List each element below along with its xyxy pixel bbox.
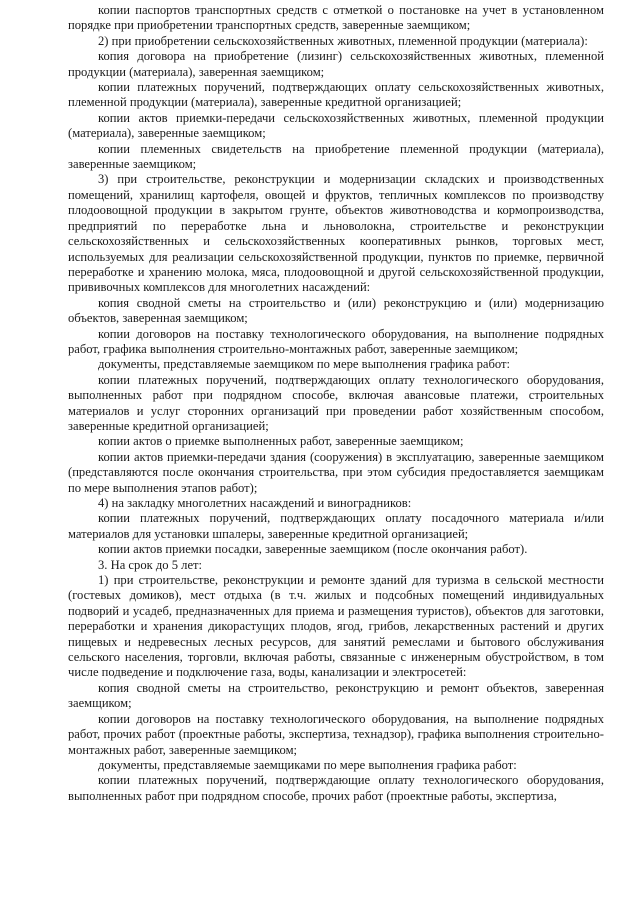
- paragraph-2: 2) при приобретении сельскохозяйственных животных, племенной продукции (материала):: [98, 33, 588, 48]
- paragraph-14: 4) на закладку многолетних насаждений и виноградников:: [98, 496, 412, 510]
- paragraph-18: 1) при строительстве, реконструкции и ремонте зданий для туризма в сельской местности (гостевых домиков), мест отдыха (в т.ч. жилых и подсобных помещений индивидуальных подворий и усадеб, предназначенных для приема и размещения туристов), объектов для заготовки, переработки и хранения дикорастущих плодов, ягод, грибов, лекарственных растений и других пищевых и недревесных лесных ресурсов, для занятий ремеслами и бытового обслуживания сельского населения, торговли, включая работы, связанные с инженерным обустройством, в том числе подведение и подключение газа, воды, канализации и электросетей:: [68, 573, 604, 680]
- paragraph-20: копии договоров на поставку технологического оборудования, на выполнение подрядных работ, прочих работ (проектные работы, экспертиза, технадзор), графика выполнения строительно-монтажных работ, заверенные заемщиком;: [68, 711, 604, 757]
- paragraph-15: копии платежных поручений, подтверждающих оплату посадочного материала и/или материалов для установки шпалеры, заверенные кредитной организацией;: [68, 511, 604, 541]
- paragraph-4: копии платежных поручений, подтверждающих оплату сельскохозяйственных животных, племенной продукции (материала), заверенные кредитной организацией;: [68, 80, 604, 110]
- document-body: [68, 3, 604, 804]
- paragraph-6: копии племенных свидетельств на приобретение племенной продукции (материала), заверенные заемщиком;: [68, 141, 604, 172]
- paragraph-9: копии договоров на поставку технологического оборудования, на выполнение подрядных работ, графика выполнения строительно-монтажных работ, заверенные заемщиком;: [68, 326, 604, 356]
- paragraph-22: копии платежных поручений, подтверждающие оплату технологического оборудования, выполненных работ при подрядном способе, прочих работ (проектные работы, экспертиза,: [68, 773, 604, 803]
- paragraph-17: 3. На срок до 5 лет:: [98, 557, 203, 572]
- paragraph-12: копии актов о приемке выполненных работ, заверенные заемщиком;: [98, 434, 464, 449]
- paragraph-5: копии актов приемки-передачи сельскохозяйственных животных, племенной продукции (материала), заверенные заемщиком;: [68, 110, 604, 141]
- paragraph-10: документы, представляемые заемщиком по мере выполнения графика работ:: [98, 357, 511, 372]
- paragraph-8: копия сводной сметы на строительство и (или) реконструкцию и (или) модернизацию объектов, заверенная заемщиком;: [68, 295, 604, 326]
- paragraph-11: копии платежных поручений, подтверждающих оплату технологического оборудования, выполненных работ при подрядном способе, включая авансовые платежи, строительных материалов и услуг сторонних организаций при проведении работ хозяйственным способом, заверенные кредитной организацией;: [68, 372, 604, 433]
- paragraph-16: копии актов приемки посадки, заверенные заемщиком (после окончания работ).: [98, 542, 528, 557]
- paragraph-21: документы, представляемые заемщиками по мере выполнения графика работ:: [98, 757, 517, 772]
- paragraph-13: копии актов приемки-передачи здания (сооружения) в эксплуатацию, заверенные заемщиком (представляются после окончания строительства, при этом субсидия предоставляется заемщикам по мере выполнения этапов работ);: [68, 449, 604, 495]
- paragraph-3: копия договора на приобретение (лизинг) сельскохозяйственных животных, племенной продукции (материала), заверенная заемщиком;: [68, 49, 604, 79]
- paragraph-1: копии паспортов транспортных средств с отметкой о постановке на учет в установленном порядке при приобретении транспортных средств, заверенные заемщиком;: [68, 3, 604, 33]
- paragraph-7: 3) при строительстве, реконструкции и модернизации складских и производственных помещений, хранилищ картофеля, овощей и фруктов, тепличных комплексов по производству плодоовощной продукции в закрытом грунте, объектов животноводства и кормопроизводства, предприятий по переработке льна и льноволокна, строительстве и реконструкции сельскохозяйственных и сельскохозяйственных кооперативных рынков, торговых мест, используемых для реализации сельскохозяйственной продукции, пунктов по приемке, первичной переработке и хранению молока, мяса, плодоовощной и другой сельскохозяйственной продукции, прививочных комплексов для многолетних насаждений:: [68, 172, 604, 295]
- paragraph-19: копия сводной сметы на строительство, реконструкцию и ремонт объектов, заверенная заемщиком;: [68, 680, 604, 711]
